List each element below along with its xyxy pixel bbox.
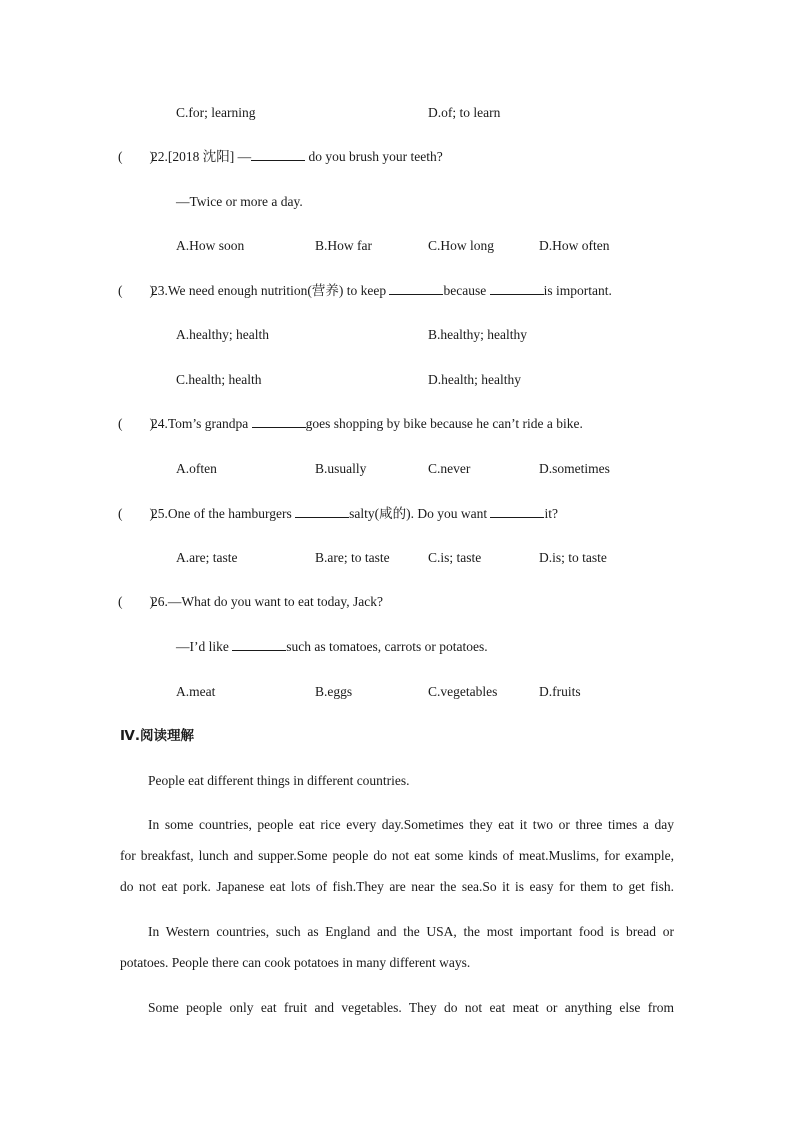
q23-blank-2	[490, 282, 544, 295]
q21-option-d: D.of; to learn	[428, 105, 501, 120]
q26-option-b: B.eggs	[315, 684, 353, 699]
q24-stem	[151, 415, 583, 433]
q23-option-d: D.health; healthy	[428, 372, 521, 387]
q22-option-a: A.How soon	[176, 238, 245, 253]
passage-paragraph-4	[120, 992, 674, 1023]
q22-answer-bracket: ( )	[118, 149, 154, 164]
q25-stem-before: 25.One of the hamburgers	[151, 506, 296, 521]
q24-option-a: A.often	[176, 461, 217, 476]
passage-paragraph-1: People eat different things in different countries.	[148, 773, 410, 788]
passage-p2-line-2: for breakfast, lunch and supper.Some people do not eat some kinds of meat.Muslims, for example,	[120, 848, 674, 863]
q23-option-a: A.healthy; health	[176, 327, 269, 342]
q24-answer-bracket: ( )	[118, 416, 154, 431]
q25-stem-after: it?	[544, 506, 558, 521]
q24-stem-after: goes shopping by bike because he can’t ride a bike.	[305, 416, 583, 431]
q22-stem-after: do you brush your teeth?	[305, 149, 443, 164]
passage-p2-line-1: In some countries, people eat rice every day.Sometimes they eat it two or three times a day	[148, 817, 674, 832]
q26-option-a: A.meat	[176, 684, 216, 699]
q22-blank	[251, 148, 305, 161]
q25-blank-1	[295, 505, 349, 518]
q26-option-c: C.vegetables	[428, 684, 498, 699]
q24-option-b: B.usually	[315, 461, 367, 476]
q25-option-d: D.is; to taste	[539, 550, 607, 565]
q25-stem	[151, 505, 558, 523]
q22-option-b: B.How far	[315, 238, 372, 253]
q23-blank-1	[389, 282, 443, 295]
passage-p3-line-1: In Western countries, such as England and the USA, the most important food is bread or	[148, 924, 674, 939]
passage-paragraph-3	[120, 916, 674, 978]
q24-blank	[252, 415, 306, 428]
q23-stem-middle: because	[443, 283, 490, 298]
q22-stem	[151, 148, 443, 166]
passage-p4-line-1: Some people only eat fruit and vegetables. They do not eat meat or anything else from	[148, 1000, 674, 1015]
q22-option-d: D.How often	[539, 238, 610, 253]
q25-blank-2	[490, 505, 544, 518]
q21-option-c: C.for; learning	[176, 105, 256, 120]
q25-answer-bracket: ( )	[118, 506, 154, 521]
q23-stem-before: 23.We need enough nutrition(营养) to keep	[151, 283, 390, 298]
q23-stem	[151, 282, 612, 300]
q22-stem-before: 22.[2018 沈阳] —	[151, 149, 252, 164]
q26-reply	[176, 638, 488, 656]
q26-reply-before: —I’d like	[176, 639, 233, 654]
q26-stem: 26.—What do you want to eat today, Jack?	[151, 594, 383, 609]
q26-blank	[232, 638, 286, 651]
q26-option-d: D.fruits	[539, 684, 581, 699]
q23-option-b: B.healthy; healthy	[428, 327, 527, 342]
passage-p3-line-2: potatoes. People there can cook potatoes in many different ways.	[120, 955, 471, 970]
q26-reply-after: such as tomatoes, carrots or potatoes.	[286, 639, 488, 654]
q22-option-c: C.How long	[428, 238, 495, 253]
q23-option-c: C.health; health	[176, 372, 262, 387]
q24-stem-before: 24.Tom’s grandpa	[151, 416, 252, 431]
q25-option-b: B.are; to taste	[315, 550, 390, 565]
q24-option-d: D.sometimes	[539, 461, 610, 476]
q26-answer-bracket: ( )	[118, 594, 154, 609]
q22-reply: —Twice or more a day.	[176, 194, 303, 209]
section-heading-reading: Ⅳ.阅读理解	[120, 728, 194, 744]
q24-option-c: C.never	[428, 461, 471, 476]
passage-paragraph-2	[120, 809, 674, 902]
q23-answer-bracket: ( )	[118, 283, 154, 298]
q23-stem-after: is important.	[543, 283, 612, 298]
passage-p2-line-3: do not eat pork. Japanese eat lots of fish.They are near the sea.So it is easy for them to get fish.	[120, 879, 674, 894]
q25-option-a: A.are; taste	[176, 550, 238, 565]
q25-option-c: C.is; taste	[428, 550, 482, 565]
q25-stem-middle: salty(咸的). Do you want	[349, 506, 491, 521]
